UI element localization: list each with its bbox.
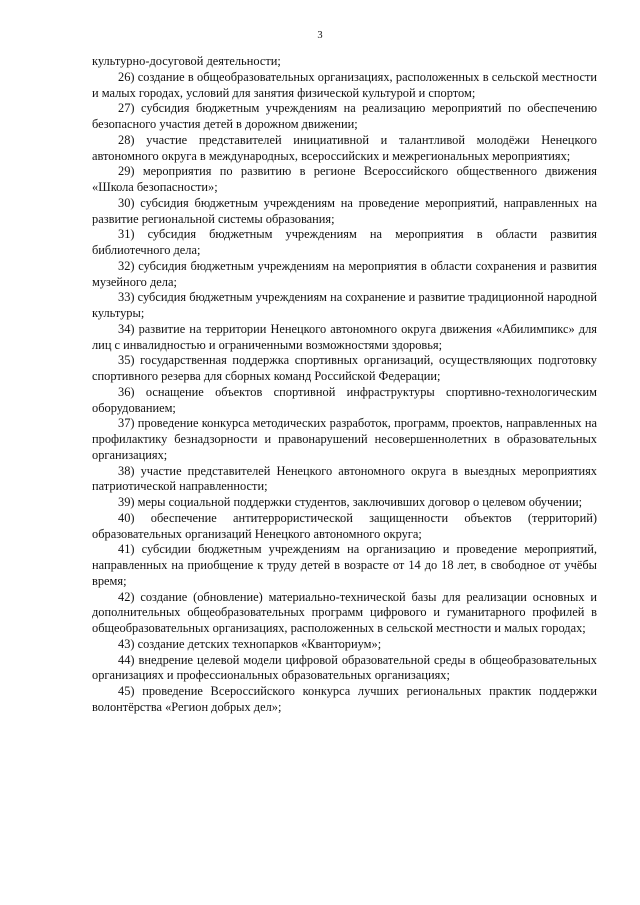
list-item: 40) обеспечение антитеррористической защищенности объектов (территорий) образовательных организаций Ненецкого автономного округа; (92, 510, 597, 541)
list-item: 28) участие представителей инициативной и талантливой молодёжи Ненецкого автономного округа в международных, всероссийских и межрегиональных мероприятиях; (92, 132, 597, 163)
list-item: 32) субсидия бюджетным учреждениям на мероприятия в области сохранения и развития музейного дела; (92, 258, 597, 289)
list-item: 27) субсидия бюджетным учреждениям на реализацию мероприятий по обеспечению безопасного участия детей в дорожном движении; (92, 101, 597, 131)
list-item: культурно-досуговой деятельности; (92, 54, 281, 68)
list-item: 38) участие представителей Ненецкого автономного округа в выездных мероприятиях патриотической направленности; (92, 463, 597, 494)
list-item: 31) субсидия бюджетным учреждениям на мероприятия в области развития библиотечного дела; (92, 227, 597, 257)
list-item: 36) оснащение объектов спортивной инфраструктуры спортивно-технологическим оборудованием; (92, 384, 597, 415)
document-body (92, 54, 597, 716)
list-item: 26) создание в общеобразовательных организациях, расположенных в сельской местности и малых городах, условий для занятия физической культурой и спортом; (92, 69, 597, 100)
list-item: 34) развитие на территории Ненецкого автономного округа движения «Абилимпикс» для лиц с инвалидностью и ограниченными возможностями здоровья; (92, 321, 597, 352)
list-item: 30) субсидия бюджетным учреждениям на проведение мероприятий, направленных на развитие региональной системы образования; (92, 195, 597, 226)
list-item: 33) субсидия бюджетным учреждениям на сохранение и развитие традиционной народной культуры; (92, 290, 597, 320)
list-item: 43) создание детских технопарков «Кванториум»; (118, 636, 382, 651)
list-item: 29) мероприятия по развитию в регионе Всероссийского общественного движения «Школа безопасности»; (92, 164, 597, 194)
list-item: 35) государственная поддержка спортивных организаций, осуществляющих подготовку спортивного резерва для сборных команд Российской Федерации; (92, 353, 597, 383)
list-item: 41) субсидии бюджетным учреждениям на организацию и проведение мероприятий, направленных на приобщение к труду детей в возрасте от 14 до 18 лет, в свободное от учёбы время; (92, 542, 597, 588)
list-item: 44) внедрение целевой модели цифровой образовательной среды в общеобразовательных организациях и профессиональных образовательных организациях; (92, 652, 597, 683)
list-item: 39) меры социальной поддержки студентов, заключивших договор о целевом обучении; (118, 495, 583, 509)
list-item: 45) проведение Всероссийского конкурса лучших региональных практик поддержки волонтёрства «Регион добрых дел»; (92, 684, 597, 714)
list-item: 42) создание (обновление) материально-технической базы для реализации основных и дополнительных общеобразовательных программ цифрового и гуманитарного профилей в общеобразовательных организациях, расположенных в сельской местности и малых городах; (92, 589, 597, 635)
list-item: 37) проведение конкурса методических разработок, программ, проектов, направленных на профилактику безнадзорности и правонарушений несовершеннолетних в образовательных организациях; (92, 416, 597, 462)
page-number: 3 (317, 30, 323, 41)
